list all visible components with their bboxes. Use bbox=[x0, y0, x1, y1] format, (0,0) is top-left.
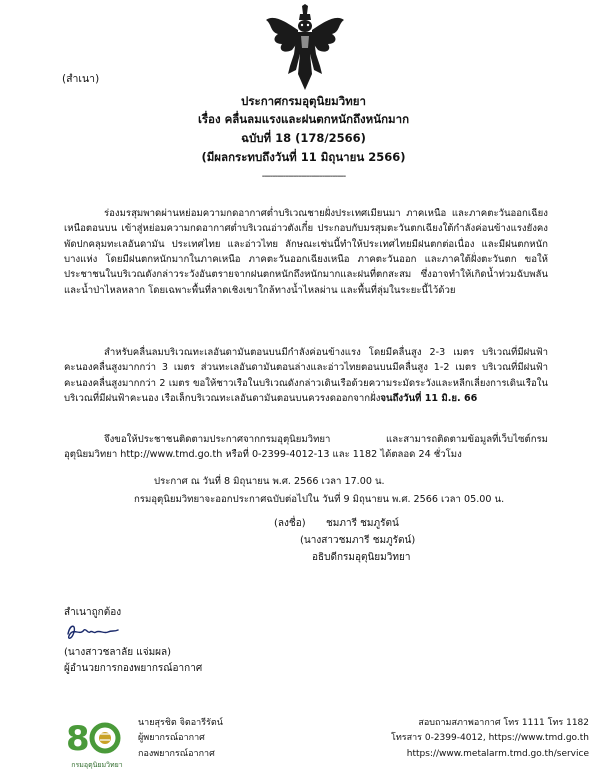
signer-position: อธิบดีกรมอุตุนิยมวิทยา bbox=[312, 552, 411, 563]
announcement-subject: เรื่อง คลื่นลมแรงและฝนตกหนักถึงหนักมาก bbox=[197, 112, 410, 126]
effective-date: (มีผลกระทบถึงวันที่ 11 มิถุนายน 2566) bbox=[201, 150, 406, 164]
forecaster-title: ผู้พยากรณ์อากาศ bbox=[138, 733, 205, 744]
certifier-position: ผู้อำนวยการกองพยากรณ์อากาศ bbox=[64, 663, 203, 674]
footer-right bbox=[391, 716, 589, 762]
signer-full-name: (นางสาวชมภารี ชมภูรัตน์) bbox=[300, 535, 416, 546]
signed-name: ชมภารี ชมภูรัตน์ bbox=[326, 518, 399, 529]
contact-fax-website[interactable]: โทรสาร 0-2399-4012, https://www.tmd.go.th bbox=[391, 733, 589, 744]
forecaster-division: กองพยากรณ์อากาศ bbox=[138, 748, 215, 759]
agency-title: ประกาศกรมอุตุนิยมวิทยา bbox=[241, 94, 366, 108]
header-divider: -------------------------------- bbox=[261, 171, 346, 182]
paragraph-monsoon-text: ร่องมรสุมพาดผ่านหย่อมความกดอากาศต่ำบริเวณชายฝั่งประเทศเมียนมา ภาคเหนือ และภาคตะวันออกเฉียงเหนือตอนบน เข้าสู่หย่อมความกดอากาศต่ำบริเวณอ่าวตังเกี๋ย ประกอบกับมรสุมตะวันตกเฉียงใต้กำลังค่อนข้างแรงยังคงพัดปกคลุมทะเลอันดามัน ประเทศไทย และอ่าวไทย ลักษณะเช่นนี้ทำให้ประเทศไทยมีฝนตกต่อเนื่อง และมีฝนตกหนักบางแห่ง โดยมีฝนตกหนักมากในภาคเหนือ ภาคตะวันออกเฉียงเหนือ ภาคตะวันออก และภาคใต้ฝั่งตะวันตก ขอให้ประชาชนในบริเวณดังกล่าวระวังอันตรายจากฝนตกหนักถึงหนักมากและฝนที่ตกสะสม ซึ่งอาจทำให้เกิดน้ำท่วมฉับพลันและน้ำป่าไหลหลาก โดยเฉพาะพื้นที่ลาดเชิงเขาใกล้ทางน้ำไหลผ่าน และพื้นที่ลุ่มในระยะนี้ไว้ด้วย bbox=[64, 208, 548, 296]
svg-text:กรมอุตุนิยมวิทยา: กรมอุตุนิยมวิทยา bbox=[71, 761, 123, 769]
footer-left bbox=[138, 716, 223, 762]
certified-copy-label: สำเนาถูกต้อง bbox=[64, 607, 122, 618]
paragraph-monsoon bbox=[64, 206, 548, 298]
paragraph-follow-text: จึงขอให้ประชาชนติดตามประกาศจากกรมอุตุนิยมวิทยา และสามารถติดตามข้อมูลที่เว็บไซต์กรมอุตุนิยมวิทยา http://www.tmd.go.th หรือที่ 0-2399-4012-13 และ 1182 ได้ตลอด 24 ชั่วโมง bbox=[64, 434, 548, 461]
tmd-80-anniversary-logo-icon bbox=[62, 712, 132, 772]
certifier-name: (นางสาวชลาลัย แจ่มผล) bbox=[64, 647, 172, 658]
issue-number: ฉบับที่ 18 (178/2566) bbox=[241, 131, 366, 145]
forecaster-name: นายสุรชิต จิตอารีรัตน์ bbox=[138, 718, 223, 728]
contact-service-link[interactable]: https://www.metalarm.tmd.go.th/service bbox=[406, 748, 589, 759]
copy-mark: (สำเนา) bbox=[62, 73, 100, 85]
paragraph-follow bbox=[64, 432, 548, 463]
paragraph-waves-text: สำหรับคลื่นลมบริเวณทะเลอันดามันตอนบนมีกำลังค่อนข้างแรง โดยมีคลื่นสูง 2-3 เมตร บริเวณที่มีฝนฟ้าคะนองคลื่นสูงมากกว่า 3 เมตร ส่วนทะเลอันดามันตอนล่างและอ่าวไทยตอนบนมีคลื่นสูง 1-2 เมตร บริเวณที่มีฝนฟ้าคะนองคลื่นสูงมากกว่า 2 เมตร ขอให้ชาวเรือในบริเวณดังกล่าวเดินเรือด้วยความระมัดระวังและหลีกเลี่ยงการเดินเรือในบริเวณที่มีฝนฟ้าคะนอง เรือเล็กบริเวณทะเลอันดามันตอนบนควรงดออกจากฝั่ง bbox=[64, 347, 548, 405]
svg-text:8: 8 bbox=[66, 719, 90, 759]
garuda-emblem-icon bbox=[264, 4, 346, 92]
signed-label: (ลงชื่อ) bbox=[274, 518, 306, 529]
paragraph-waves bbox=[64, 345, 548, 406]
handwritten-signature-icon bbox=[64, 620, 120, 644]
contact-hotline: สอบถามสภาพอากาศ โทร 1111 โทร 1182 bbox=[418, 718, 589, 728]
paragraph-waves-until: จนถึงวันที่ 11 มิ.ย. 66 bbox=[380, 393, 478, 405]
announced-date: ประกาศ ณ วันที่ 8 มิถุนายน พ.ศ. 2566 เวลา 17.00 น. bbox=[154, 476, 385, 487]
next-announcement: กรมอุตุนิยมวิทยาจะออกประกาศฉบับต่อไปใน วันที่ 9 มิถุนายน พ.ศ. 2566 เวลา 05.00 น. bbox=[134, 494, 505, 505]
